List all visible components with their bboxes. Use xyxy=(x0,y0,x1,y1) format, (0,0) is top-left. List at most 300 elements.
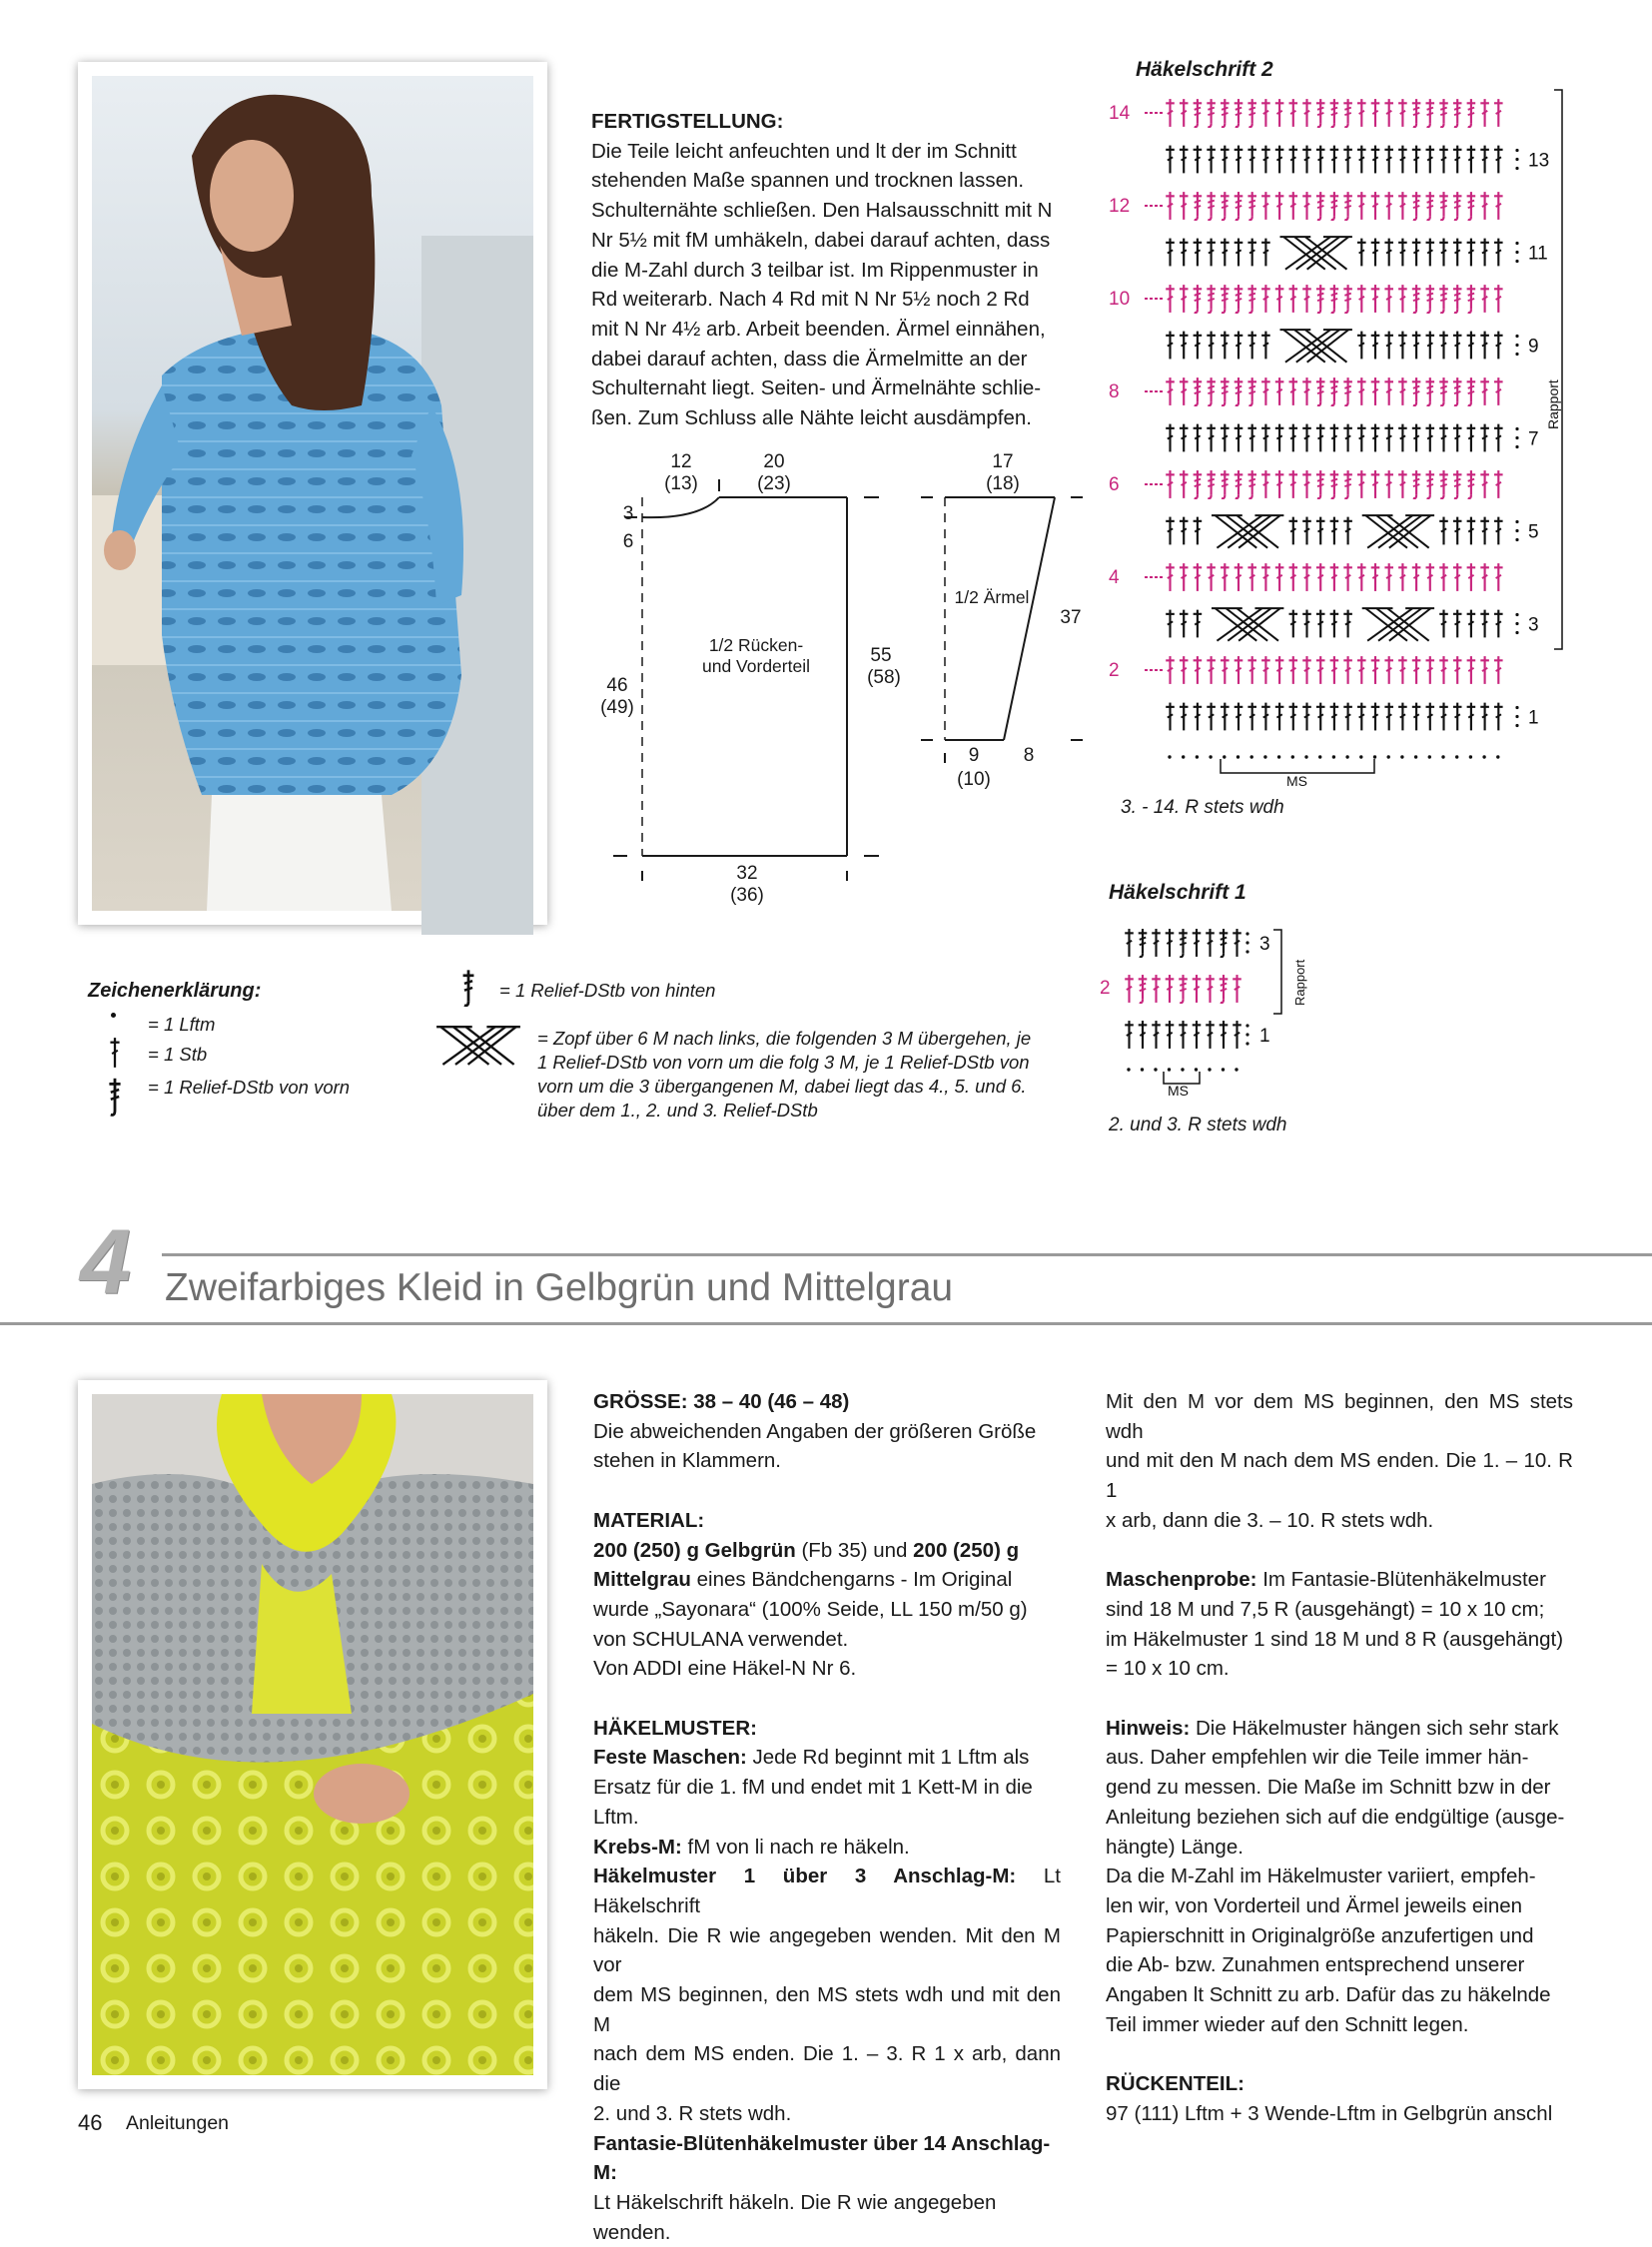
chain-dot xyxy=(1182,755,1185,758)
stitch-symbol xyxy=(1398,703,1407,731)
stitch-symbol xyxy=(1426,563,1435,591)
ms-label: MS xyxy=(1286,773,1307,789)
text-line: ßen. Zum Schluss alle Nähte leicht ausdämpfen. xyxy=(591,406,1032,430)
stitch-symbol xyxy=(1235,424,1243,452)
text-line: Angaben lt Schnitt zu arb. Dafür das zu häkelnde xyxy=(1106,1983,1551,2007)
stitch-symbol xyxy=(1289,146,1298,174)
text-line: Teil immer wieder auf den Schnitt legen. xyxy=(1106,2012,1469,2036)
dim-top-right: 20 xyxy=(763,451,785,472)
stitch-symbol xyxy=(1371,470,1380,498)
stitch-symbol xyxy=(1398,470,1407,498)
stitch-symbol xyxy=(1330,703,1339,731)
row-label: 3 xyxy=(1259,934,1270,955)
stitch-symbol xyxy=(1139,975,1148,1003)
chain-dot xyxy=(1482,755,1485,758)
dim-top-left-alt: (13) xyxy=(664,473,698,494)
stitch-symbol xyxy=(1302,285,1311,313)
stitch-symbol xyxy=(1343,703,1352,731)
sleeve-taper: 8 xyxy=(1023,745,1035,766)
row-label: 14 xyxy=(1109,103,1131,124)
material-line-2 xyxy=(593,1565,1061,1595)
stitch-symbol xyxy=(1235,656,1243,684)
stitch-symbol xyxy=(1180,424,1189,452)
stitch-symbol xyxy=(1453,192,1462,220)
stitch-symbol xyxy=(1275,377,1284,405)
stb-symbol xyxy=(108,1037,122,1069)
top-photo-frame xyxy=(78,62,547,925)
stitch-symbol xyxy=(1179,929,1188,957)
stitch-symbol xyxy=(1221,377,1230,405)
stitch-symbol xyxy=(1316,424,1325,452)
stitch-symbol xyxy=(1221,99,1230,127)
stitch-symbol xyxy=(1289,656,1298,684)
dim-full-length-alt: (58) xyxy=(867,667,901,688)
stitch-symbol xyxy=(1330,656,1339,684)
stitch-symbol xyxy=(1343,146,1352,174)
stitch-symbol xyxy=(1330,192,1339,220)
stitch-symbol xyxy=(1439,377,1448,405)
stitch-symbol xyxy=(1316,377,1325,405)
stitch-symbol xyxy=(1180,99,1189,127)
stitch-symbol xyxy=(1235,377,1243,405)
chart2-title: Häkelschrift 2 xyxy=(1136,58,1273,81)
stitch-symbol xyxy=(1166,99,1175,127)
stitch-symbol xyxy=(1371,99,1380,127)
stitch-symbol xyxy=(1207,99,1216,127)
text-line: stehen in Klammern. xyxy=(593,1449,782,1473)
dim-top-right-alt: (23) xyxy=(757,473,791,494)
stitch-symbol xyxy=(1275,656,1284,684)
stitch-symbol xyxy=(1221,192,1230,220)
stitch-symbol xyxy=(1194,610,1203,638)
mp-label: Maschenprobe: xyxy=(1106,1568,1257,1592)
ms-label: MS xyxy=(1168,1083,1189,1099)
fb-label: Fantasie-Blütenhäkelmuster über 14 Anschlag-M: xyxy=(593,2131,1051,2185)
material-text: eines Bändchengarns - Im Original xyxy=(690,1568,1013,1592)
stitch-symbol xyxy=(1207,285,1216,313)
stitch-symbol xyxy=(1426,99,1435,127)
stitch-symbol xyxy=(1180,610,1189,638)
legend-lftm: = 1 Lftm xyxy=(148,1014,216,1035)
stitch-symbol xyxy=(1453,99,1462,127)
stitch-symbol xyxy=(1343,99,1352,127)
stitch-symbol xyxy=(1467,563,1476,591)
text-line: sind 18 M und 7,5 R (ausgehängt) = 10 x 10 cm; xyxy=(1106,1597,1545,1621)
stitch-symbol xyxy=(1343,610,1352,638)
stitch-symbol xyxy=(1247,192,1256,220)
rapport-label: Rapport xyxy=(1292,959,1307,1006)
stitch-symbol xyxy=(1235,192,1243,220)
stitch-symbol xyxy=(1289,563,1298,591)
stitch-symbol xyxy=(1439,99,1448,127)
row-label: 10 xyxy=(1109,289,1131,310)
stitch-symbol xyxy=(1439,470,1448,498)
stitch-symbol xyxy=(1453,332,1462,360)
text-line: hängte) Länge. xyxy=(1106,1835,1243,1859)
row-label: 6 xyxy=(1109,474,1120,495)
chain-dot xyxy=(1387,755,1390,758)
text-line: die Ab- bzw. Zunahmen entsprechend unserer xyxy=(1106,1953,1525,1977)
stitch-symbol xyxy=(1247,332,1256,360)
stitch-symbol xyxy=(1453,610,1462,638)
dim-top-left: 12 xyxy=(670,451,692,472)
stitch-symbol xyxy=(1180,703,1189,731)
stitch-symbol xyxy=(1343,656,1352,684)
stitch-symbol xyxy=(1289,703,1298,731)
stitch-symbol xyxy=(1207,656,1216,684)
stitch-symbol xyxy=(1275,192,1284,220)
stitch-symbol xyxy=(1426,470,1435,498)
row-end-dot xyxy=(1245,1042,1248,1045)
stitch-symbol xyxy=(1166,610,1175,638)
stitch-symbol xyxy=(1480,517,1489,545)
stitch-symbol xyxy=(1221,656,1230,684)
row-label: 12 xyxy=(1109,196,1131,217)
blue-sweater-photo xyxy=(92,76,533,911)
fm-label: Feste Maschen: xyxy=(593,1746,747,1770)
chart2-note: 3. - 14. R stets wdh xyxy=(1121,797,1284,818)
stitch-symbol xyxy=(1221,146,1230,174)
stitch-symbol xyxy=(1453,424,1462,452)
stitch-symbol xyxy=(1302,517,1311,545)
section-rule-bottom xyxy=(0,1322,1652,1325)
stitch-symbol xyxy=(1398,192,1407,220)
stitch-symbol xyxy=(1453,470,1462,498)
stitch-symbol xyxy=(1467,99,1476,127)
stitch-symbol xyxy=(1316,470,1325,498)
stitch-symbol xyxy=(1398,424,1407,452)
row-end-dot xyxy=(1245,1033,1248,1036)
row-end-dot xyxy=(1245,932,1248,935)
stitch-symbol xyxy=(1166,563,1175,591)
chain-dot xyxy=(1277,755,1280,758)
material-heading: MATERIAL: xyxy=(593,1508,705,1532)
stitch-symbol xyxy=(1316,192,1325,220)
stitch-symbol xyxy=(1357,563,1366,591)
sleeve-label: 1/2 Ärmel xyxy=(954,587,1030,607)
stitch-symbol xyxy=(1275,424,1284,452)
stitch-symbol xyxy=(1426,285,1435,313)
stitch-symbol xyxy=(1247,656,1256,684)
chain-dot xyxy=(1469,755,1472,758)
dim-side-length-alt: (49) xyxy=(600,697,634,718)
stitch-symbol xyxy=(1180,239,1189,267)
stitch-symbol xyxy=(1343,424,1352,452)
material-line-1 xyxy=(593,1536,1061,1566)
stitch-symbol xyxy=(1494,656,1503,684)
body-label-1: 1/2 Rücken- xyxy=(708,635,804,655)
stitch-symbol xyxy=(1220,975,1229,1003)
stitch-symbol xyxy=(1426,656,1435,684)
text-line: = 10 x 10 cm. xyxy=(1106,1657,1230,1681)
stitch-symbol xyxy=(1494,332,1503,360)
stitch-symbol xyxy=(1261,192,1270,220)
stitch-symbol xyxy=(1289,610,1298,638)
haekelmuster-heading: HÄKELMUSTER: xyxy=(593,1716,757,1740)
legend-title: Zeichenerklärung: xyxy=(88,980,262,1002)
stitch-symbol xyxy=(1357,99,1366,127)
stitch-symbol xyxy=(1494,470,1503,498)
chain-dot xyxy=(1235,1068,1238,1071)
stitch-symbol xyxy=(1384,192,1393,220)
rueckenteil-heading: RÜCKENTEIL: xyxy=(1106,2072,1244,2096)
stitch-symbol xyxy=(1235,332,1243,360)
dim-full-length: 55 xyxy=(870,645,892,666)
row-end-dot xyxy=(1515,260,1518,263)
row-end-dot xyxy=(1515,706,1518,709)
chain-dot xyxy=(1414,755,1417,758)
chart2-grid xyxy=(1109,90,1568,794)
stitch-symbol xyxy=(1235,146,1243,174)
legend-relief-back: = 1 Relief-DStb von hinten xyxy=(499,980,716,1001)
stitch-symbol xyxy=(1398,146,1407,174)
stitch-symbol xyxy=(1220,929,1229,957)
yellow-dress-photo xyxy=(92,1394,533,2075)
zopf-line: vorn um die 3 übergangenen M, dabei liegt das 4., 5. und 6. xyxy=(537,1076,1027,1097)
stitch-symbol xyxy=(1316,563,1325,591)
mp-line xyxy=(1106,1565,1573,1595)
text-line: Ersatz für die 1. fM und endet mit 1 Kett-M in die xyxy=(593,1776,1033,1800)
stitch-symbol xyxy=(1221,470,1230,498)
text-line: 2. und 3. R stets wdh. xyxy=(593,2101,792,2125)
stitch-symbol xyxy=(1180,470,1189,498)
material-bold: Mittelgrau xyxy=(593,1568,691,1592)
stitch-symbol xyxy=(1480,332,1489,360)
stitch-symbol xyxy=(1426,424,1435,452)
chain-dot xyxy=(1400,755,1403,758)
ms-bracket xyxy=(1221,759,1374,773)
text-line: stehenden Maße spannen und trocknen lassen. xyxy=(591,169,1025,193)
stitch-symbol xyxy=(1166,424,1175,452)
stitch-symbol xyxy=(1480,239,1489,267)
stitch-symbol xyxy=(1289,285,1298,313)
stitch-symbol xyxy=(1289,377,1298,405)
stitch-symbol xyxy=(1412,99,1421,127)
zopf-line: = Zopf über 6 M nach links, die folgenden 3 M übergehen, je xyxy=(537,1028,1032,1049)
stitch-symbol xyxy=(1480,656,1489,684)
stitch-symbol xyxy=(1221,703,1230,731)
stitch-symbol xyxy=(1233,975,1241,1003)
row-end-dot xyxy=(1245,941,1248,944)
stitch-symbol xyxy=(1330,99,1339,127)
row-label: 5 xyxy=(1528,521,1539,543)
text-line: häkeln. Die R wie angegeben wenden. Mit den M vor xyxy=(593,1923,1061,1977)
stitch-symbol xyxy=(1221,332,1230,360)
stitch-symbol xyxy=(1247,239,1256,267)
chain-dot xyxy=(1195,1068,1198,1071)
stitch-symbol xyxy=(1302,192,1311,220)
stitch-symbol xyxy=(1166,1021,1175,1049)
dim-neck-2: 6 xyxy=(622,531,634,552)
stitch-symbol xyxy=(1362,515,1434,548)
stitch-symbol xyxy=(1206,975,1215,1003)
stitch-symbol xyxy=(1384,146,1393,174)
stitch-symbol xyxy=(1480,192,1489,220)
stitch-symbol xyxy=(1221,285,1230,313)
legend-stb: = 1 Stb xyxy=(148,1044,208,1065)
row-label: 2 xyxy=(1100,978,1111,999)
stitch-symbol xyxy=(1179,975,1188,1003)
stitch-symbol xyxy=(1125,975,1134,1003)
dim-side-length: 46 xyxy=(606,675,628,696)
stitch-symbol xyxy=(1357,285,1366,313)
dim-width-alt: (36) xyxy=(730,885,764,906)
stitch-symbol xyxy=(1330,377,1339,405)
text-line: im Häkelmuster 1 sind 18 M und 8 R (ausgehängt) xyxy=(1106,1627,1564,1651)
stitch-symbol xyxy=(1221,424,1230,452)
stitch-symbol xyxy=(1494,424,1503,452)
stitch-symbol xyxy=(1362,608,1434,641)
bottom-photo-frame xyxy=(78,1380,547,2089)
rapport-label: Rapport xyxy=(1545,379,1561,429)
stitch-symbol xyxy=(1467,239,1476,267)
krebs-text: fM von li nach re häkeln. xyxy=(681,1835,910,1859)
stitch-symbol xyxy=(1467,332,1476,360)
stitch-symbol xyxy=(1289,470,1298,498)
sleeve-cuff-alt: (10) xyxy=(957,769,991,790)
stitch-symbol xyxy=(1194,563,1203,591)
stitch-symbol xyxy=(1207,239,1216,267)
stitch-symbol xyxy=(1494,146,1503,174)
row-label: 13 xyxy=(1528,150,1550,172)
stitch-symbol xyxy=(1439,239,1448,267)
stitch-symbol xyxy=(1166,239,1175,267)
hw-line xyxy=(1106,1714,1573,1744)
row-end-dot xyxy=(1515,520,1518,523)
stitch-symbol xyxy=(1426,192,1435,220)
stitch-symbol xyxy=(1194,377,1203,405)
stitch-symbol xyxy=(1207,192,1216,220)
row-end-dot xyxy=(1515,149,1518,152)
stitch-symbol xyxy=(1166,470,1175,498)
stitch-symbol xyxy=(1398,332,1407,360)
stitch-symbol xyxy=(1316,285,1325,313)
text-line: len wir, von Vorderteil und Ärmel jeweils einen xyxy=(1106,1893,1523,1917)
stitch-symbol xyxy=(1371,285,1380,313)
stitch-symbol xyxy=(1412,332,1421,360)
row-end-dot xyxy=(1515,427,1518,430)
hw-label: Hinweis: xyxy=(1106,1716,1191,1740)
krebs-label: Krebs-M: xyxy=(593,1835,682,1859)
stitch-symbol xyxy=(1494,192,1503,220)
row-end-dot xyxy=(1245,950,1248,953)
fm-text: Jede Rd beginnt mit 1 Lftm als xyxy=(746,1746,1030,1770)
stitch-symbol xyxy=(1289,99,1298,127)
stitch-symbol xyxy=(1247,99,1256,127)
row-label: 11 xyxy=(1528,243,1548,265)
stitch-symbol xyxy=(1261,99,1270,127)
text-line: Die Teile leicht anfeuchten und lt der im Schnitt xyxy=(591,139,1017,163)
row-end-dot xyxy=(1245,1024,1248,1027)
stitch-symbol xyxy=(1439,517,1448,545)
footer-section: Anleitungen xyxy=(126,2112,230,2134)
stitch-symbol xyxy=(1235,703,1243,731)
stitch-symbol xyxy=(1439,563,1448,591)
stitch-symbol xyxy=(1193,1021,1202,1049)
row-end-dot xyxy=(1515,436,1518,439)
stitch-symbol xyxy=(1371,192,1380,220)
text-line: Da die M-Zahl im Häkelmuster variiert, empfeh- xyxy=(1106,1865,1536,1888)
stitch-symbol xyxy=(1302,703,1311,731)
stitch-symbol xyxy=(1412,285,1421,313)
stitch-symbol xyxy=(1207,563,1216,591)
stitch-symbol xyxy=(1261,285,1270,313)
row-end-dot xyxy=(1515,631,1518,634)
stitch-symbol xyxy=(1280,330,1352,363)
stitch-symbol xyxy=(1330,517,1339,545)
stitch-symbol xyxy=(1398,563,1407,591)
stitch-symbol xyxy=(1343,563,1352,591)
stitch-symbol xyxy=(1357,377,1366,405)
stitch-symbol xyxy=(1480,377,1489,405)
stitch-symbol xyxy=(1139,1021,1148,1049)
stitch-symbol xyxy=(1439,192,1448,220)
stitch-symbol xyxy=(1194,470,1203,498)
stitch-symbol xyxy=(1412,563,1421,591)
chain-dot xyxy=(1263,755,1266,758)
rapport-bracket xyxy=(1554,90,1562,649)
section-number: 4 xyxy=(80,1211,132,1313)
stitch-symbol xyxy=(1152,1021,1161,1049)
sleeve-length: 37 xyxy=(1060,607,1082,628)
dim-width: 32 xyxy=(736,863,758,884)
hm1-label: Häkelmuster 1 über 3 Anschlag-M: xyxy=(593,1865,1017,1888)
stitch-symbol xyxy=(1330,563,1339,591)
stitch-symbol xyxy=(1384,470,1393,498)
stitch-symbol xyxy=(1467,470,1476,498)
stitch-symbol xyxy=(1412,146,1421,174)
row-label: 3 xyxy=(1528,614,1539,636)
stitch-symbol xyxy=(1371,424,1380,452)
stitch-symbol xyxy=(1439,703,1448,731)
row-end-dot xyxy=(1515,158,1518,161)
row-label: 1 xyxy=(1528,707,1539,729)
groesse-heading: GRÖSSE: 38 – 40 (46 – 48) xyxy=(593,1390,850,1413)
row-end-dot xyxy=(1515,622,1518,625)
stitch-symbol xyxy=(1357,332,1366,360)
stitch-symbol xyxy=(1453,285,1462,313)
stitch-symbol xyxy=(1180,285,1189,313)
stitch-symbol xyxy=(1384,285,1393,313)
chain-dot xyxy=(1359,755,1362,758)
stitch-symbol xyxy=(1220,1021,1229,1049)
stitch-symbol xyxy=(1467,146,1476,174)
stitch-symbol xyxy=(1261,656,1270,684)
stitch-symbol xyxy=(1357,703,1366,731)
stitch-symbol xyxy=(1439,146,1448,174)
stitch-symbol xyxy=(1371,146,1380,174)
stitch-symbol xyxy=(1453,377,1462,405)
stitch-symbol xyxy=(1302,656,1311,684)
stitch-symbol xyxy=(1371,332,1380,360)
material-text: (Fb 35) und xyxy=(795,1538,914,1562)
text-line: und mit den M nach dem MS enden. Die 1. – 10. R 1 xyxy=(1106,1449,1573,1503)
text-line: Schulternähte schließen. Den Halsausschnitt mit N xyxy=(591,199,1053,223)
chain-dot xyxy=(1345,755,1348,758)
stitch-symbol xyxy=(1194,192,1203,220)
stitch-symbol xyxy=(1357,239,1366,267)
stitch-symbol xyxy=(1194,285,1203,313)
text-line: Lt Häkelschrift häkeln. Die R wie angegeben wenden. xyxy=(593,2190,997,2244)
stitch-symbol xyxy=(1494,377,1503,405)
stitch-symbol xyxy=(1343,377,1352,405)
stitch-symbol xyxy=(1384,239,1393,267)
chain-dot xyxy=(1250,755,1253,758)
chart1-title: Häkelschrift 1 xyxy=(1109,881,1246,904)
stitch-symbol xyxy=(1467,377,1476,405)
stitch-symbol xyxy=(1494,239,1503,267)
stitch-symbol xyxy=(1316,703,1325,731)
